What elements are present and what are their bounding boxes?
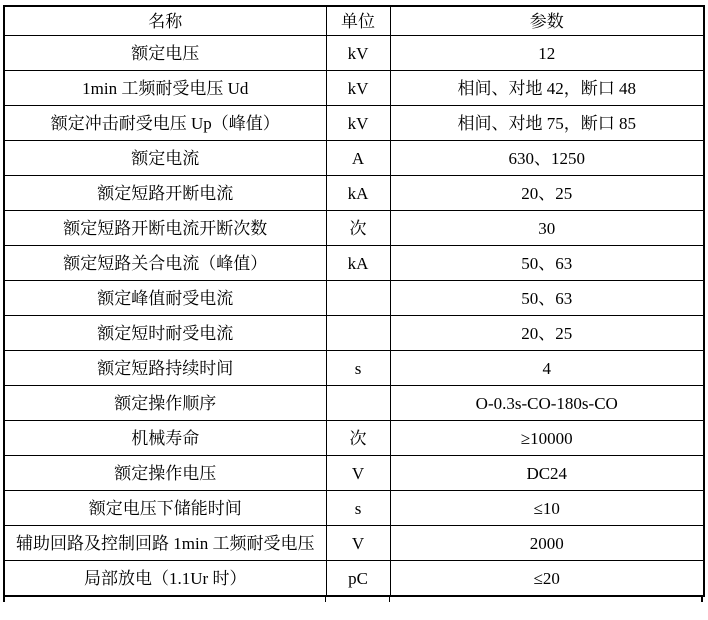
cell-name: 机械寿命 [4, 421, 326, 456]
column-header-unit: 单位 [326, 6, 390, 36]
cell-param: 20、25 [390, 176, 704, 211]
cell-param: 30 [390, 211, 704, 246]
cell-unit: V [326, 456, 390, 491]
grid-line [701, 597, 703, 602]
table-row [4, 351, 704, 386]
cell-param: 相间、对地 75，断口 85 [390, 106, 704, 141]
cell-unit: 次 [326, 211, 390, 246]
cell-param: 12 [390, 36, 704, 71]
cell-unit: kV [326, 71, 390, 106]
header-row [4, 6, 704, 36]
cell-param: O-0.3s-CO-180s-CO [390, 386, 704, 421]
cell-name: 额定短路关合电流（峰值） [4, 246, 326, 281]
column-header-param: 参数 [390, 6, 704, 36]
cell-name: 额定电压下储能时间 [4, 491, 326, 526]
cell-unit: kA [326, 176, 390, 211]
table-row [4, 316, 704, 351]
cell-param: 相间、对地 42，断口 48 [390, 71, 704, 106]
cell-param: 50、63 [390, 281, 704, 316]
table-row [4, 106, 704, 141]
cell-param: 20、25 [390, 316, 704, 351]
cell-param: ≤10 [390, 491, 704, 526]
table-row [4, 281, 704, 316]
cell-unit: s [326, 491, 390, 526]
cell-name: 额定电压 [4, 36, 326, 71]
grid-line [325, 597, 326, 602]
spec-table [3, 5, 705, 597]
table-row [4, 421, 704, 456]
cell-param: 2000 [390, 526, 704, 561]
cell-name: 额定短路开断电流 [4, 176, 326, 211]
table-row [4, 176, 704, 211]
table-row [4, 211, 704, 246]
cell-unit: pC [326, 561, 390, 597]
grid-line [389, 597, 390, 602]
cell-param: 4 [390, 351, 704, 386]
cell-param: 630、1250 [390, 141, 704, 176]
column-header-name: 名称 [4, 6, 326, 36]
cell-name: 额定操作电压 [4, 456, 326, 491]
table-row [4, 246, 704, 281]
cell-name: 额定电流 [4, 141, 326, 176]
cell-name: 1min 工频耐受电压 Ud [4, 71, 326, 106]
cell-name: 额定操作顺序 [4, 386, 326, 421]
table-body [4, 36, 704, 597]
cell-unit: A [326, 141, 390, 176]
cell-name: 额定短路持续时间 [4, 351, 326, 386]
cell-param: ≥10000 [390, 421, 704, 456]
cell-unit: 次 [326, 421, 390, 456]
table-row [4, 386, 704, 421]
table-row [4, 71, 704, 106]
table-row [4, 561, 704, 597]
cell-name: 局部放电（1.1Ur 时） [4, 561, 326, 597]
grid-line [3, 597, 5, 602]
cell-unit [326, 316, 390, 351]
cell-name: 额定冲击耐受电压 Up（峰值） [4, 106, 326, 141]
cell-unit [326, 386, 390, 421]
table-row [4, 456, 704, 491]
cell-param: DC24 [390, 456, 704, 491]
cell-unit: V [326, 526, 390, 561]
table-header [4, 6, 704, 36]
table-row [4, 36, 704, 71]
cell-param: ≤20 [390, 561, 704, 597]
table-row [4, 491, 704, 526]
cell-name: 辅助回路及控制回路 1min 工频耐受电压 [4, 526, 326, 561]
table-row [4, 141, 704, 176]
cell-name: 额定短路开断电流开断次数 [4, 211, 326, 246]
cell-unit: kA [326, 246, 390, 281]
table-row [4, 526, 704, 561]
cell-unit: kV [326, 106, 390, 141]
cell-param: 50、63 [390, 246, 704, 281]
cell-name: 额定峰值耐受电流 [4, 281, 326, 316]
table-continuation [3, 597, 703, 602]
cell-unit: s [326, 351, 390, 386]
cell-unit [326, 281, 390, 316]
cell-unit: kV [326, 36, 390, 71]
cell-name: 额定短时耐受电流 [4, 316, 326, 351]
